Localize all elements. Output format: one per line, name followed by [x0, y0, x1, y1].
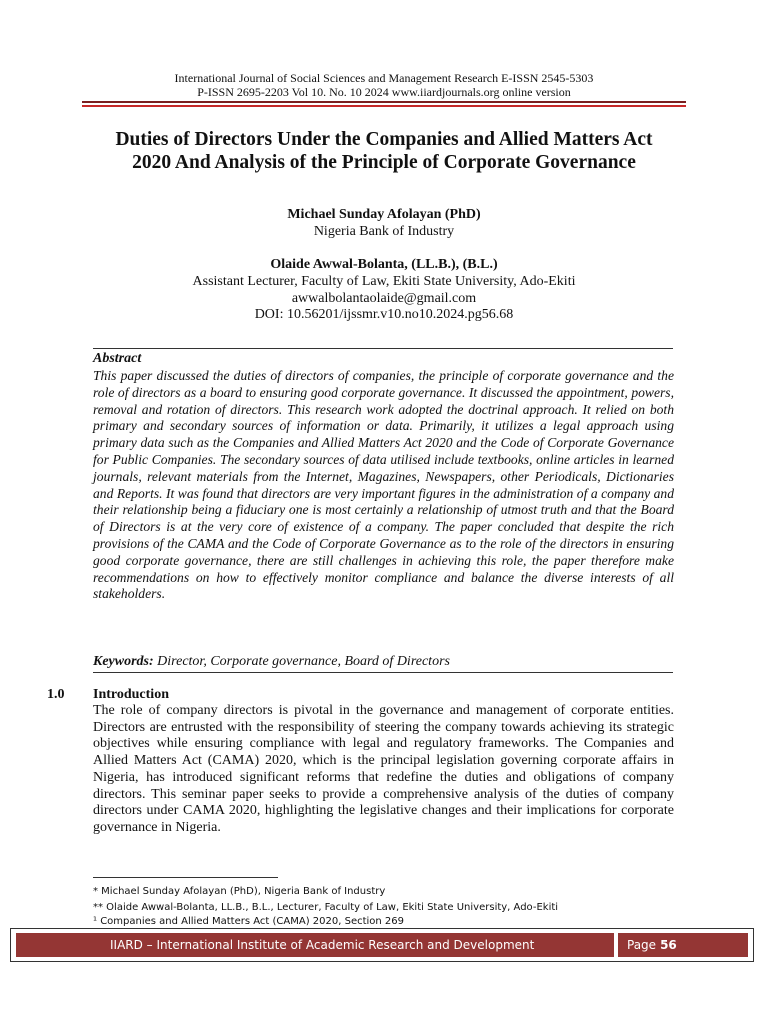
abstract-heading: Abstract — [93, 351, 142, 366]
journal-header-line-2: P-ISSN 2695-2203 Vol 10. No. 10 2024 www.iiardjournals.org online version — [197, 85, 571, 99]
abstract-text: This paper discussed the duties of directors of companies, the principle of corporate governance and the role of directors as a board to ensuring good corporate governance. It discussed the appointment, powers, removal and rotation of directors. This research work adopted the doctrinal approach. It relied on both primary and secondary sources of information or data. Primarily, it utilizes a legal approach using primary data such as the Companies and Allied Matters Act 2020 and the Code of Corporate Governance for Public Companies. The secondary sources of data utilised include textbooks, online articles in learned journals, relevant materials from the Internet, Magazines, Newspapers, other Periodicals, Dictionaries and Reports. It was found that directors are very important figures in the administration of a company and their relationship being a fiduciary one is most certainly a relationship of utmost truth and that the Board of Directors is at the very core of existence of a company. The paper concluded that despite the rich provisions of the CAMA and the Code of Corporate Governance as to the role of the directors in ensuring good corporate governance, there are still challenges in achieving this role, the paper therefore make recommendations on how to effectively monitor compliance and balance the diverse interests of all stakeholders. — [93, 368, 674, 602]
doi-link[interactable]: DOI: 10.56201/ijssmr.v10.no10.2024.pg56.68 — [254, 307, 514, 322]
author-1-affiliation: Nigeria Bank of Industry — [313, 224, 455, 239]
footnote-2: ** Olaide Awwal-Bolanta, LL.B., B.L., Lecturer, Faculty of Law, Ekiti State University, Ado-Ekiti — [93, 902, 559, 913]
footnote-3: ¹ Companies and Allied Matters Act (CAMA) 2020, Section 269 — [93, 916, 405, 927]
paper-title-line-1: Duties of Directors Under the Companies and Allied Matters Act — [115, 129, 653, 150]
author-2-affiliation: Assistant Lecturer, Faculty of Law, Ekiti State University, Ado-Ekiti — [192, 274, 576, 289]
footer-page-label: Page — [627, 938, 657, 952]
header-rule-bottom — [82, 105, 686, 107]
abstract-rule-top — [93, 348, 673, 349]
author-2-email: awwalbolantaolaide@gmail.com — [291, 291, 477, 306]
paper-title-line-2: 2020 And Analysis of the Principle of Corporate Governance — [132, 152, 636, 173]
journal-header-line-1: International Journal of Social Sciences and Management Research E-ISSN 2545-5303 — [174, 71, 594, 85]
footer-page-box — [618, 933, 748, 957]
footer-page-number: 56 — [660, 938, 677, 952]
abstract-rule-bottom — [93, 672, 673, 673]
keywords-text: Director, Corporate governance, Board of Directors — [153, 654, 450, 669]
footnote-1: * Michael Sunday Afolayan (PhD), Nigeria Bank of Industry — [93, 886, 386, 897]
author-1-name: Michael Sunday Afolayan (PhD) — [287, 207, 481, 222]
section-number: 1.0 — [47, 687, 65, 702]
keywords-label: Keywords: — [93, 654, 154, 669]
header-rule-top — [82, 101, 686, 103]
footer-publisher-bar — [16, 933, 614, 957]
author-2-name: Olaide Awwal-Bolanta, (LL.B.), (B.L.) — [270, 257, 498, 272]
footer-publisher: IIARD – International Institute of Academic Research and Development — [110, 938, 535, 952]
introduction-text: The role of company directors is pivotal in the governance and management of corporate entities. Directors are entrusted with the responsibility of steering the company towards achieving its strategic objectives while ensuring compliance with legal and regulatory frameworks. The Companies and Allied Matters Act (CAMA) 2020, which is the principal legislation governing corporate affairs in Nigeria, has introduced significant reforms that redefine the duties and obligations of company directors. This seminar paper seeks to provide a comprehensive analysis of the duties of company directors under CAMA 2020, highlighting the legislative changes and their implications for corporate governance in Nigeria. — [93, 703, 674, 835]
footnote-rule — [93, 877, 278, 878]
section-heading: Introduction — [93, 687, 169, 702]
keywords — [93, 654, 674, 670]
